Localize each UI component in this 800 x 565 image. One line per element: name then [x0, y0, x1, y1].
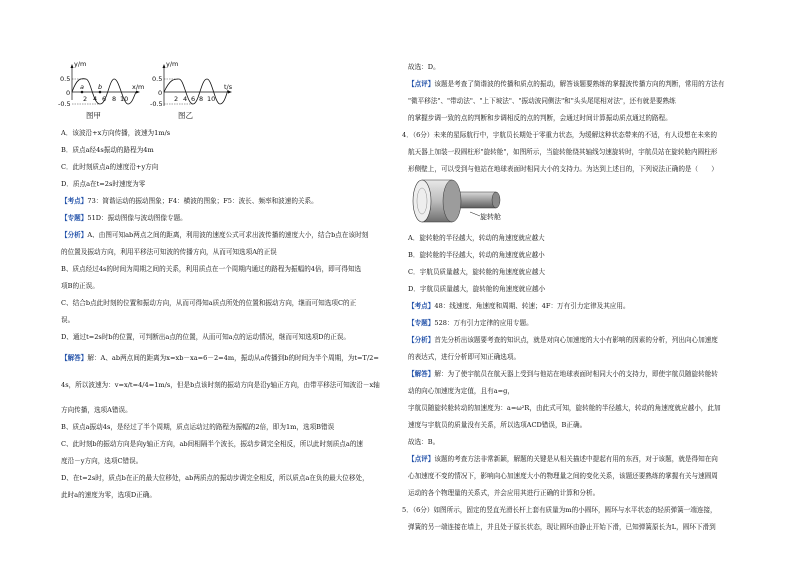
ylabel-a: y/m [74, 60, 87, 68]
analysis-line-5: C、结合b点此时刻的位置和振动方向，从而可得知a质点所处的位置和振动方向，继而可知选项C的正 [61, 299, 357, 307]
review-line-1: 【点评】该题是考查了简谐波的传播和质点的振动，解答该题要熟练的掌握波传播方向的判断，常用的方法有 [408, 80, 725, 88]
xtick-a-2: 2 [83, 95, 88, 103]
q4-option-b: B．旋转舱的半径越大，转动的角速度就应越小 [408, 251, 545, 259]
question-4-line-3: 形侧壁上，可以受到与他站在地球表面时相同大小的支持力。为达到上述目的，下列说法正确的是（ ） [408, 165, 718, 173]
xtick-b-2: 2 [174, 95, 179, 103]
option-a: A．该波沿+x方向传播，波速为1m/s [61, 129, 171, 137]
q4-solution-1: 【解答】解：为了使宇航员在航天器上受到与他站在地球表面时相同大小的支持力，即使宇航员随旋转舱转 [408, 370, 718, 378]
xtick-a-10: 10 [120, 95, 129, 103]
q4-solution-2: 动的向心加速度为定值，且有a=g， [408, 387, 514, 395]
xlabel-a: x/m [132, 83, 145, 91]
analysis-line-6: 误。 [61, 316, 75, 324]
rotating-cabin-figure [412, 176, 552, 226]
section-tag: 【点评】 [408, 455, 435, 463]
review-line-3: 的掌握步调一致的点的判断和步调相反的点的判断，会通过时间计算振动质点通过的路程。 [408, 114, 672, 122]
section-tag: 【考点】 [408, 302, 435, 310]
question-4-line-1: 4．（6分）未来的星际航行中，宇航员长期处于零重力状态，为缓解这种状态带来的不适，有人设想在未来的 [402, 131, 717, 139]
option-b: B．质点a经4s振动的路程为4m [61, 146, 154, 154]
q4-solution-3: 宇航员随旋转舱转动的加速度为：a=ω²R，由此式可知，旋转舱的半径越大，转动的角速度就应越小，此加 [408, 404, 721, 412]
review-line-2: "微平移法"、"带动法"、"上下坡法"、"振动波同侧法"和"头头尾尾相对法"，还有就是要熟练 [408, 97, 676, 105]
xtick-b-10: 10 [207, 95, 216, 103]
ytick-a-zero: 0 [66, 89, 71, 97]
point-a-label: a [80, 83, 84, 91]
question-5-line-2: 弹簧的另一端连接在墙上，并且处于原长状态，现让圆环由静止开始下滑，已知弹簧原长为L，圆环下滑到 [408, 523, 716, 531]
wave-graph-a [58, 60, 144, 120]
solution-line-4: B、质点a振动4s，是经过了半个周期，质点运动过的路程为振幅的2倍，即为1m，选项B错误 [61, 423, 335, 431]
q4-review-3: 运动的各个物理量的关系式，并会应用其进行正确的计算和分析。 [408, 489, 600, 497]
q4-option-d: D．宇航员质量越大，旋转舱的角速度就应越小 [408, 285, 546, 293]
xtick-a-4: 4 [93, 95, 98, 103]
solution-line-2: 4s，所以波速为：v=x/t=4/4=1m/s，但是b点该时刻的振动方向是沿y轴正方向，由带平移法可知波沿－x轴 [61, 381, 380, 389]
analysis-line-2: 的位置及振动方向，利用平移法可知波的传播方向，从而可知选项A的正误 [61, 248, 277, 256]
q4-review-1: 【点评】该题的考查方法非常新颖，解题的关键是从相关描述中提起有用的东西，对于该题，就是得知在向 [408, 455, 718, 463]
section-tag: 【分析】 [61, 231, 88, 239]
ytick-b-top: 0.5 [152, 75, 163, 83]
solution-line-3: 方向传播，选项A错误。 [61, 406, 132, 414]
caption-a: 图甲 [86, 111, 101, 120]
ytick-a-top: 0.5 [60, 75, 71, 83]
section-tag: 【专题】 [61, 214, 88, 222]
point-b-label: b [98, 83, 103, 91]
answer-line: 故选：D。 [408, 63, 440, 71]
solution-line-1: 【解答】解：A、ab两点间的距离为x=xb－xa=6－2=4m，振动从a传播到b的时间为半个周期，为t=T/2= [61, 354, 379, 362]
section-tag: 【点评】 [408, 80, 435, 88]
analysis-line-1: 【分析】A、由图可知ab两点之间的距离，利用波的速度公式可求出波传播的速度大小，结合b点在该时刻 [61, 231, 369, 239]
kaodian-line: 【考点】73：简谐运动的振动图象；F4：横波的图象；F5：波长、频率和波速的关系。 [61, 197, 318, 205]
solution-line-6: 度沿－y方向，选项C错误。 [61, 457, 143, 465]
solution-line-7: D、在t=2s时，质点b在正的最大位移处，ab两质点的振动步调完全相反，所以质点a在负的最大位移处， [61, 474, 369, 482]
section-tag: 【解答】 [61, 354, 88, 362]
analysis-line-3: B、质点经过4s的时间为周期之间的关系，利用质点在一个周期内通过的路程为振幅的4倍，即可得知选 [61, 265, 362, 273]
zhuanti-line: 【专题】51D：振动图像与波动图像专题。 [61, 214, 187, 222]
section-tag: 【分析】 [408, 336, 435, 344]
solution-line-5: C、此时刻b的振动方向是向y轴正方向，ab间相隔半个波长，振动步调完全相反，所以此时刻质点a的速 [61, 440, 364, 448]
wave-figures [60, 60, 235, 122]
q4-option-c: C．宇航员质量越大，旋转舱的角速度就应越大 [408, 268, 545, 276]
option-c: C．此时刻质点a的速度沿+y方向 [61, 163, 159, 171]
question-5-line-1: 5．（6分）如图所示，固定的竖直光滑长杆上套有质量为m的小圆环，圆环与水平状态的轻质弹簧一端连接， [402, 506, 717, 514]
wave-graph-b [150, 60, 233, 120]
caption-b: 图乙 [178, 111, 193, 120]
analysis-line-7: D、通过t=2s时b的位置，可判断出a点的位置，从而可知a点的运动情况，继而可知选项D的正误。 [61, 333, 350, 341]
xtick-b-8: 8 [199, 95, 204, 103]
section-tag: 【专题】 [408, 319, 435, 327]
q4-option-a: A．旋转舱的半径越大，转动的角速度就应越大 [408, 234, 545, 242]
ytick-a-bottom: -0.5 [58, 100, 71, 108]
xlabel-b: t/s [224, 83, 233, 91]
xtick-b-6: 6 [191, 95, 196, 103]
xtick-a-8: 8 [112, 95, 117, 103]
xtick-b-4: 4 [183, 95, 188, 103]
xtick-a-6: 6 [102, 95, 107, 103]
analysis-line-4: 项B的正误。 [61, 282, 99, 290]
q4-analysis-2: 的表达式，进行分析即可知正确选项。 [408, 353, 521, 361]
question-4-line-2: 航天器上加装一段圆柱形"旋转舱"，如图所示，当旋转舱绕其轴线匀速旋转时，宇航员站在旋转舱内圆柱形 [408, 148, 718, 156]
ytick-b-bottom: -0.5 [150, 100, 163, 108]
q4-zhuanti: 【专题】528：万有引力定律的应用专题。 [408, 319, 533, 327]
rotating-cabin-label: 旋转舱 [480, 213, 501, 221]
q4-answer: 故选：B。 [408, 438, 440, 446]
section-tag: 【解答】 [408, 370, 435, 378]
q4-analysis-1: 【分析】首先分析出该题要考查的知识点，就是对向心加速度的大小有影响的因素的分析，列出向心加速度 [408, 336, 718, 344]
q4-solution-4: 速度与宇航员的质量没有关系，所以选项ACD错误，B正确。 [408, 421, 587, 429]
q4-kaodian: 【考点】48：线速度、角速度和周期、转速；4F：万有引力定律及其应用。 [408, 302, 630, 310]
section-tag: 【考点】 [61, 197, 88, 205]
ylabel-b: y/m [166, 60, 179, 68]
ytick-b-zero: 0 [158, 89, 163, 97]
solution-line-8: 此时a的速度为零，选项D正确。 [61, 491, 156, 499]
q4-review-2: 心加速度不变的情况下，影响向心加速度大小的物理量之间的变化关系，该题还要熟练的掌握有关与速圆周 [408, 472, 718, 480]
option-d: D．质点a在t=2s时速度为零 [61, 180, 146, 188]
